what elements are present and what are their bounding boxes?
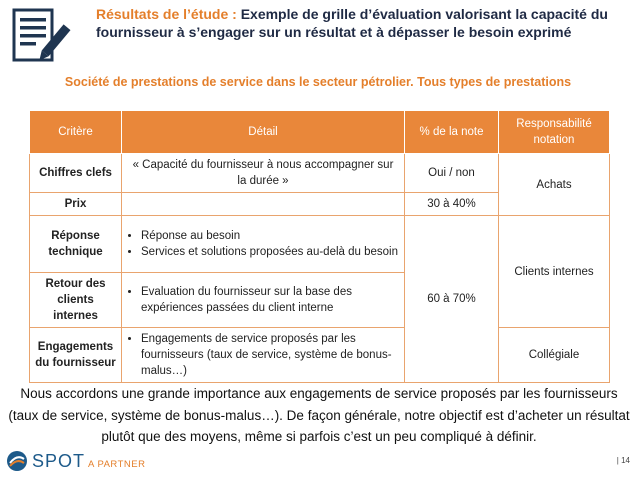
logo-main-text: SPOT — [32, 450, 86, 471]
header-responsibility: Responsabilité notation — [499, 111, 610, 154]
evaluation-grid-table — [29, 110, 610, 383]
document-pencil-icon — [8, 6, 72, 70]
cell-detail — [122, 216, 405, 273]
cell-criterion: Chiffres clefs — [30, 154, 122, 193]
table-row — [30, 154, 610, 193]
header-note-pct: % de la note — [405, 111, 499, 154]
detail-bullet: • Services et solutions proposées au-delà du besoin — [141, 244, 399, 260]
page-number: | 14 — [616, 456, 630, 465]
spot-logo-icon — [6, 450, 28, 472]
cell-detail — [122, 328, 405, 383]
table-row — [30, 328, 610, 383]
cell-detail-empty — [122, 193, 405, 216]
detail-bullet: • Evaluation du fournisseur sur la base des expériences passées du client interne — [141, 284, 399, 316]
cell-detail: « Capacité du fournisseur à nous accompagner sur la durée » — [122, 154, 405, 193]
cell-criterion: Prix — [30, 193, 122, 216]
spot-logo — [6, 450, 146, 472]
cell-pct-merged: 60 à 70% — [405, 216, 499, 383]
subtitle: Société de prestations de service dans le secteur pétrolier. Tous types de prestations — [64, 75, 572, 89]
title-prefix: Résultats de l’étude : — [96, 6, 237, 22]
detail-bullet: • Engagements de service proposés par les fournisseurs (taux de service, système de bonus-malus…) — [141, 331, 399, 379]
title-text: Exemple de grille d’évaluation valorisant la capacité du fournisseur à s’engager sur un résultat et à dépasser le besoin exprimé — [96, 6, 608, 40]
table-row — [30, 216, 610, 273]
page-title — [96, 6, 631, 41]
cell-responsibility-achats: Achats — [499, 154, 610, 216]
cell-criterion: Engagements du fournisseur — [30, 328, 122, 383]
header-criterion: Critère — [30, 111, 122, 154]
cell-responsibility-clients: Clients internes — [499, 216, 610, 328]
cell-detail — [122, 273, 405, 328]
header-detail: Détail — [122, 111, 405, 154]
cell-responsibility-collegiale: Collégiale — [499, 328, 610, 383]
logo-sub-text: A PARTNER — [88, 459, 146, 470]
body-paragraph: Nous accordons une grande importance aux engagements de service proposés par les fournisseurs (taux de service, système de bonus-malus…). De façon générale, notre objectif est d’acheter un résultat plutôt que des moyens, même si parfois c’est un peu compliqué à définir. — [8, 386, 630, 444]
table-header-row — [30, 111, 610, 154]
cell-criterion: Réponse technique — [30, 216, 122, 273]
cell-pct: 30 à 40% — [405, 193, 499, 216]
detail-bullet: • Réponse au besoin — [141, 228, 399, 244]
cell-criterion: Retour des clients internes — [30, 273, 122, 328]
cell-pct: Oui / non — [405, 154, 499, 193]
